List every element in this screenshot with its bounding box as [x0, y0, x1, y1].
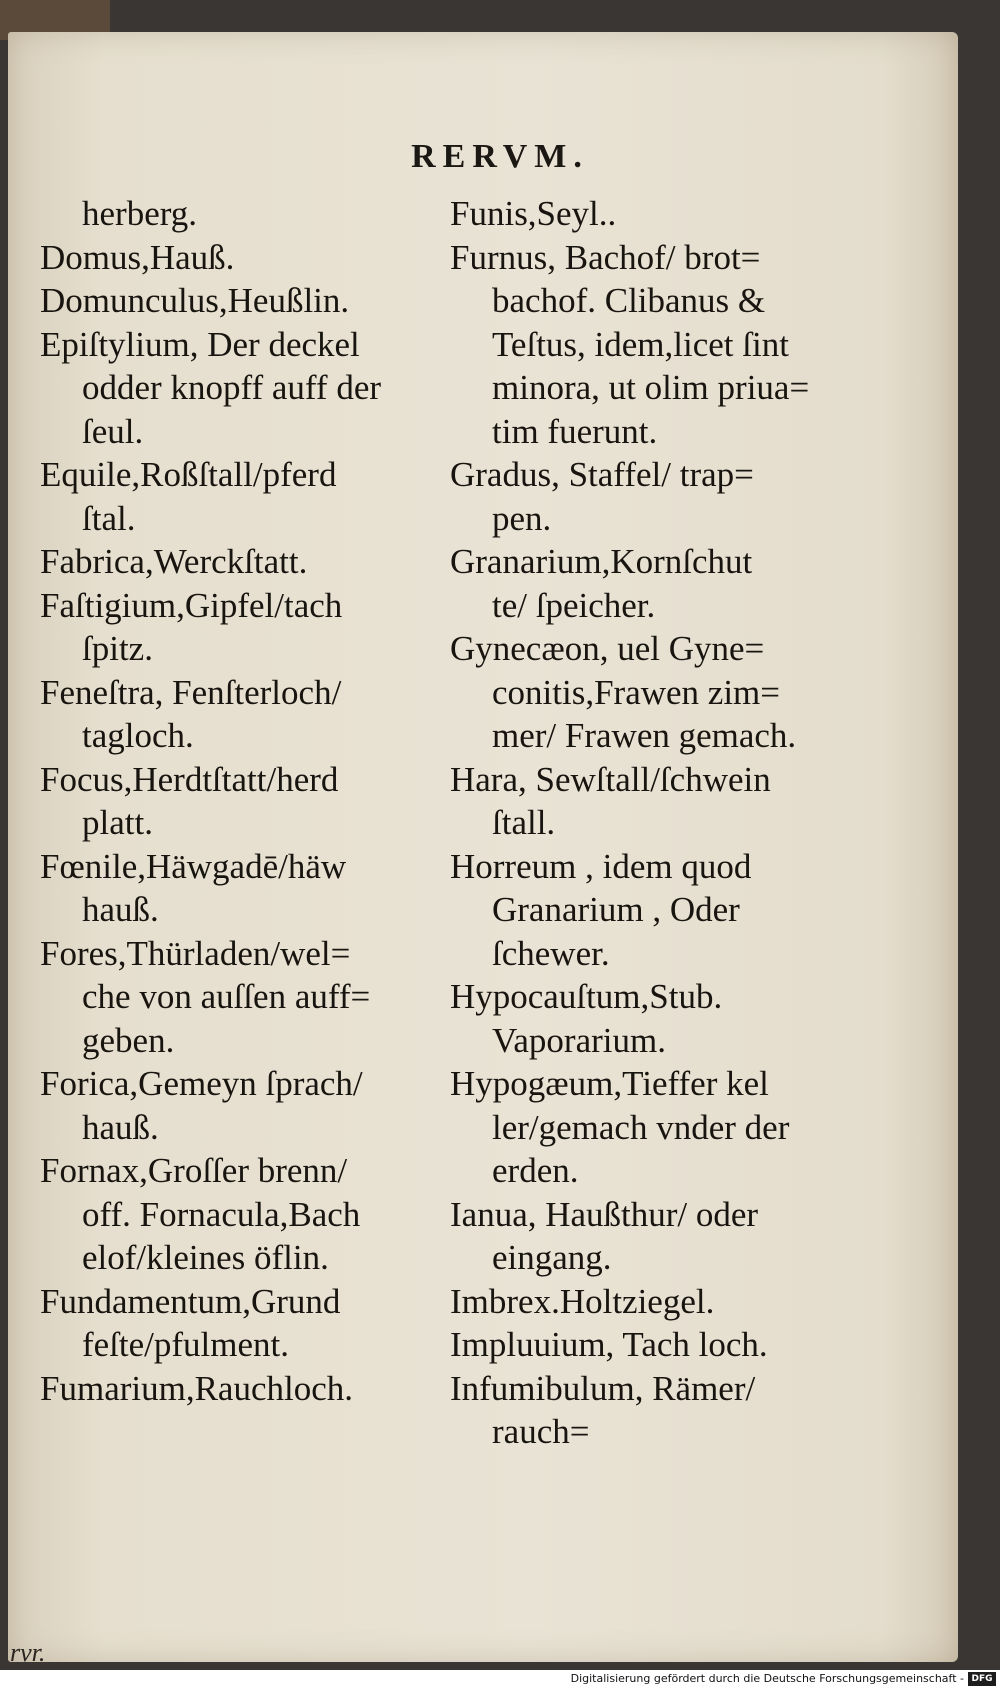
- entry-line: Faſtigium,Gipfel/tach: [40, 585, 343, 625]
- entry-line: ſtall.: [492, 803, 556, 842]
- entry-line: herberg.: [82, 194, 197, 233]
- entry-line: Granarium,Kornſchut: [450, 542, 753, 581]
- entry-line: tagloch.: [82, 716, 194, 755]
- dictionary-entry: [450, 975, 850, 1062]
- entry-line: elof/kleines öflin.: [82, 1238, 329, 1277]
- entry-line: Forica,Gemeyn ſprach/: [40, 1064, 363, 1103]
- entry-line: Furnus, Bachof/ brot=: [450, 237, 761, 277]
- dictionary-entry: [450, 1367, 850, 1454]
- entry-line: ſeul.: [82, 411, 144, 451]
- entry-line: erden.: [492, 1151, 579, 1190]
- dfg-logo: DFG: [968, 1672, 996, 1686]
- entry-line: Granarium , Oder: [492, 890, 740, 929]
- entry-line: Gradus, Staffel/ trap=: [450, 455, 754, 494]
- entry-line: ſtal.: [82, 498, 136, 538]
- entry-line: ler/gemach vnder der: [492, 1107, 790, 1147]
- entry-line: off. Fornacula,Bach: [82, 1194, 361, 1234]
- dictionary-entry: [450, 1193, 850, 1280]
- entry-line: Feneſtra, Fenſterloch/: [40, 672, 342, 712]
- margin-mark: rvr.: [10, 1638, 46, 1667]
- dictionary-entry: [450, 758, 850, 845]
- entry-line: ſchewer.: [492, 933, 610, 973]
- dictionary-entry: [40, 584, 460, 671]
- dictionary-entry: [450, 453, 850, 540]
- entry-line: feſte/pfulment.: [82, 1325, 290, 1364]
- entry-line: Fabrica,Werckſtatt.: [40, 542, 308, 581]
- entry-line: Epiſtylium, Der deckel: [40, 324, 360, 364]
- entry-line: Domus,Hauß.: [40, 237, 235, 277]
- entry-line: Funis,Seyl..: [450, 194, 617, 233]
- entry-line: minora, ut olim priua=: [492, 368, 810, 407]
- entry-line: Infumibulum, Rämer/: [450, 1368, 756, 1408]
- entry-line: pen.: [492, 498, 552, 538]
- entry-line: Gynecæon, uel Gyne=: [450, 629, 765, 668]
- entry-line: ſpitz.: [82, 629, 153, 668]
- dictionary-entry: [40, 192, 460, 236]
- entry-line: eingang.: [492, 1238, 612, 1277]
- dictionary-entry: [450, 845, 850, 976]
- entry-line: mer/ Frawen gemach.: [492, 716, 797, 755]
- entry-line: tim fuerunt.: [492, 411, 658, 451]
- dictionary-entry: [40, 1280, 460, 1367]
- entry-line: Focus,Herdtſtatt/herd: [40, 759, 339, 799]
- entry-line: Equile,Roßſtall/pferd: [40, 455, 337, 494]
- dictionary-entry: [40, 540, 460, 584]
- dictionary-entry: [450, 236, 850, 454]
- entry-line: che von auſſen auff=: [82, 977, 371, 1016]
- entry-line: Fundamentum,Grund: [40, 1281, 341, 1321]
- entry-line: Hypogæum,Tieffer kel: [450, 1064, 769, 1103]
- dictionary-entry: [450, 540, 850, 627]
- entry-line: hauß.: [82, 1107, 159, 1147]
- entry-line: Fœnile,Häwgadē/häw: [40, 846, 347, 886]
- dictionary-entry: [450, 1062, 850, 1193]
- entry-line: Domunculus,Heußlin.: [40, 281, 350, 320]
- running-head: RERVM.: [411, 138, 589, 175]
- dictionary-entry: [40, 758, 460, 845]
- dictionary-entry: [40, 845, 460, 932]
- entry-line: bachof. Clibanus &: [492, 281, 766, 320]
- dictionary-entry: [40, 279, 460, 323]
- entry-line: hauß.: [82, 890, 159, 929]
- dictionary-entry: [40, 1062, 460, 1149]
- entry-line: conitis,Frawen zim=: [492, 672, 781, 712]
- dictionary-entry: [40, 323, 460, 454]
- entry-line: Horreum , idem quod: [450, 846, 752, 886]
- dictionary-entry: [450, 1323, 850, 1367]
- footer-bar: [0, 1670, 1000, 1691]
- dictionary-entry: [40, 1367, 460, 1411]
- dictionary-entry: [40, 236, 460, 280]
- entry-line: Imbrex.Holtziegel.: [450, 1281, 715, 1321]
- dictionary-entry: [450, 627, 850, 758]
- entry-line: odder knopff auff der: [82, 368, 382, 407]
- entry-line: Fornax,Groſſer brenn/: [40, 1151, 348, 1190]
- dictionary-entry: [40, 671, 460, 758]
- dictionary-entry: [40, 932, 460, 1063]
- dictionary-entry: [450, 192, 850, 236]
- dictionary-entry: [450, 1280, 850, 1324]
- entry-line: Hypocauſtum,Stub.: [450, 977, 723, 1016]
- dictionary-entry: [40, 453, 460, 540]
- entry-line: Fores,Thürladen/wel=: [40, 933, 351, 973]
- entry-line: te/ ſpeicher.: [492, 585, 656, 625]
- entry-line: Fumarium,Rauchloch.: [40, 1368, 354, 1408]
- entry-line: Hara, Sewſtall/ſchwein: [450, 759, 771, 799]
- right-column: [450, 192, 850, 1454]
- left-column: [40, 192, 460, 1410]
- entry-line: Vaporarium.: [492, 1020, 666, 1060]
- footer-credit: Digitalisierung gefördert durch die Deutsche Forschungsgemeinschaft -: [570, 1672, 964, 1685]
- entry-line: platt.: [82, 803, 153, 842]
- entry-line: Impluuium, Tach loch.: [450, 1325, 768, 1364]
- dictionary-entry: [40, 1149, 460, 1280]
- entry-line: geben.: [82, 1020, 175, 1060]
- entry-line: Ianua, Haußthur/ oder: [450, 1194, 759, 1234]
- entry-line: Teſtus, idem,licet ſint: [492, 324, 789, 364]
- entry-line: rauch=: [492, 1412, 590, 1451]
